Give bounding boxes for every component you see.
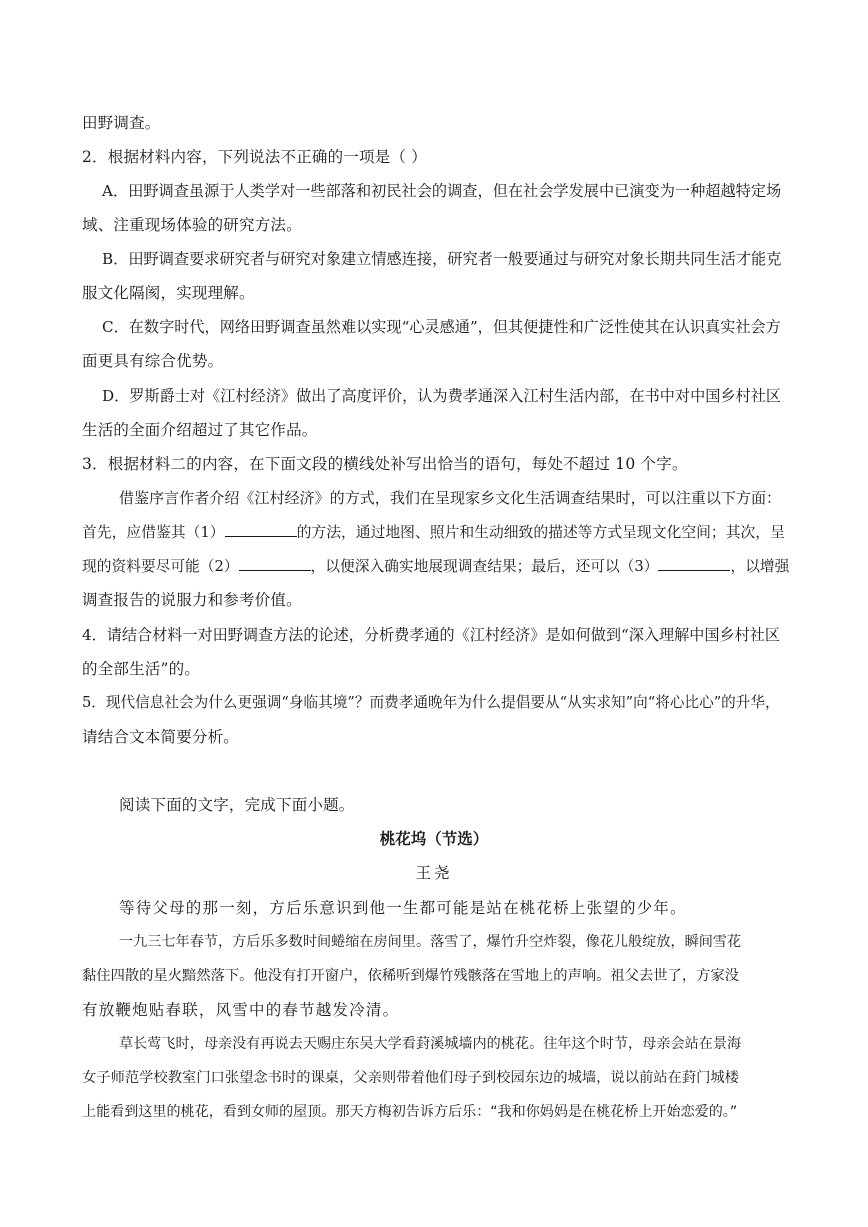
q2-option-a-line2: 域、注重现场体验的研究方法。 xyxy=(82,216,302,234)
q3-line3-part-b: ，以便深入确实地展现调查结果；最后，还可以（3） xyxy=(310,558,659,575)
q2-option-d-line1: D．罗斯爵士对《江村经济》做出了高度评价，认为费孝通深入江村生活内部，在书中对中国乡村社区 xyxy=(102,387,782,405)
fill-blank-3[interactable] xyxy=(658,556,730,571)
q3-passage-line1: 借鉴序言作者介绍《江村经济》的方式，我们在呈现家乡文化生活调查结果时，可以注重以下方面： xyxy=(119,489,782,507)
fill-blank-1[interactable] xyxy=(225,522,297,537)
reading-instruction: 阅读下面的文字，完成下面小题。 xyxy=(119,796,355,814)
story-paragraph-2-line3: 有放鞭炮贴春联，风雪中的春节越发冷清。 xyxy=(82,1001,400,1019)
question-2-stem: 2．根据材料内容，下列说法不正确的一项是（ ） xyxy=(82,148,427,166)
question-3-stem: 3．根据材料二的内容，在下面文段的横线处补写出恰当的语句，每处不超过 10 个字。 xyxy=(82,455,688,473)
q2-option-d-line2: 生活的全面介绍超过了其它作品。 xyxy=(82,421,318,439)
q3-passage-line2 xyxy=(82,522,785,543)
question-4-line2: 的全部生活”的。 xyxy=(82,660,201,678)
q2-option-c-line1: C．在数字时代，网络田野调查虽然难以实现“心灵感通”，但其便捷性和广泛性使其在认识真实社会方 xyxy=(102,318,781,336)
question-4-line1: 4．请结合材料一对田野调查方法的论述，分析费孝通的《江村经济》是如何做到“深入理解中国乡村社区 xyxy=(82,626,780,644)
q3-passage-line4: 调查报告的说服力和参考价值。 xyxy=(82,591,302,609)
q2-option-b-line1: B．田野调查要求研究者与研究对象建立情感连接，研究者一般要通过与研究对象长期共同生活才能克 xyxy=(102,250,782,268)
story-author: 王尧 xyxy=(415,864,453,882)
story-paragraph-1: 等待父母的那一刻，方后乐意识到他一生都可能是站在桃花桥上张望的少年。 xyxy=(119,899,687,917)
q1-tail-text: 田野调查。 xyxy=(82,114,161,132)
question-5-line2: 请结合文本简要分析。 xyxy=(82,728,240,746)
question-5-line1: 5．现代信息社会为什么更强调“身临其境”？而费孝通晚年为什么提倡要从“从实求知”向“将心比心”的升华， xyxy=(82,694,780,711)
fill-blank-2[interactable] xyxy=(239,556,311,571)
story-paragraph-2-line2: 黏住四散的星火黯然落下。他没有打开窗户，依稀听到爆竹残骸落在雪地上的声响。祖父去世了，方家没 xyxy=(82,968,739,984)
q2-option-c-line2: 面更具有综合优势。 xyxy=(82,352,224,370)
story-paragraph-2-line1: 一九三七年春节，方后乐多数时间蜷缩在房间里。落雪了，爆竹升空炸裂，像花儿般绽放，瞬间雪花 xyxy=(119,934,742,950)
q2-option-a-line1: A．田野调查虽源于人类学对一些部落和初民社会的调查，但在社会学发展中已演变为一种超越特定场 xyxy=(102,182,782,200)
q3-line2-part-b: 的方法，通过地图、照片和生动细致的描述等方式呈现文化空间；其次，呈 xyxy=(296,524,785,541)
q3-line3-part-c: ，以增强 xyxy=(730,558,790,575)
q3-line3-part-a: 现的资料要尽可能（2） xyxy=(82,558,239,575)
story-paragraph-3-line1: 草长莺飞时，母亲没有再说去天赐庄东吴大学看葑溪城墙内的桃花。往年这个时节，母亲会站在景海 xyxy=(119,1036,742,1052)
story-paragraph-3-line2: 女子师范学校教室门口张望念书时的课桌，父亲则带着他们母子到校园东边的城墙，说以前站在葑门城楼 xyxy=(82,1070,739,1086)
story-title: 桃花坞（节选） xyxy=(379,830,489,848)
q3-passage-line3 xyxy=(82,556,789,577)
q2-option-b-line2: 服文化隔阂，实现理解。 xyxy=(82,284,255,302)
story-paragraph-3-line3: 上能看到这里的桃花，看到女师的屋顶。那天方梅初告诉方后乐：“我和你妈妈是在桃花桥上开始恋爱的。” xyxy=(82,1104,738,1120)
q3-line2-part-a: 首先，应借鉴其（1） xyxy=(82,524,225,541)
